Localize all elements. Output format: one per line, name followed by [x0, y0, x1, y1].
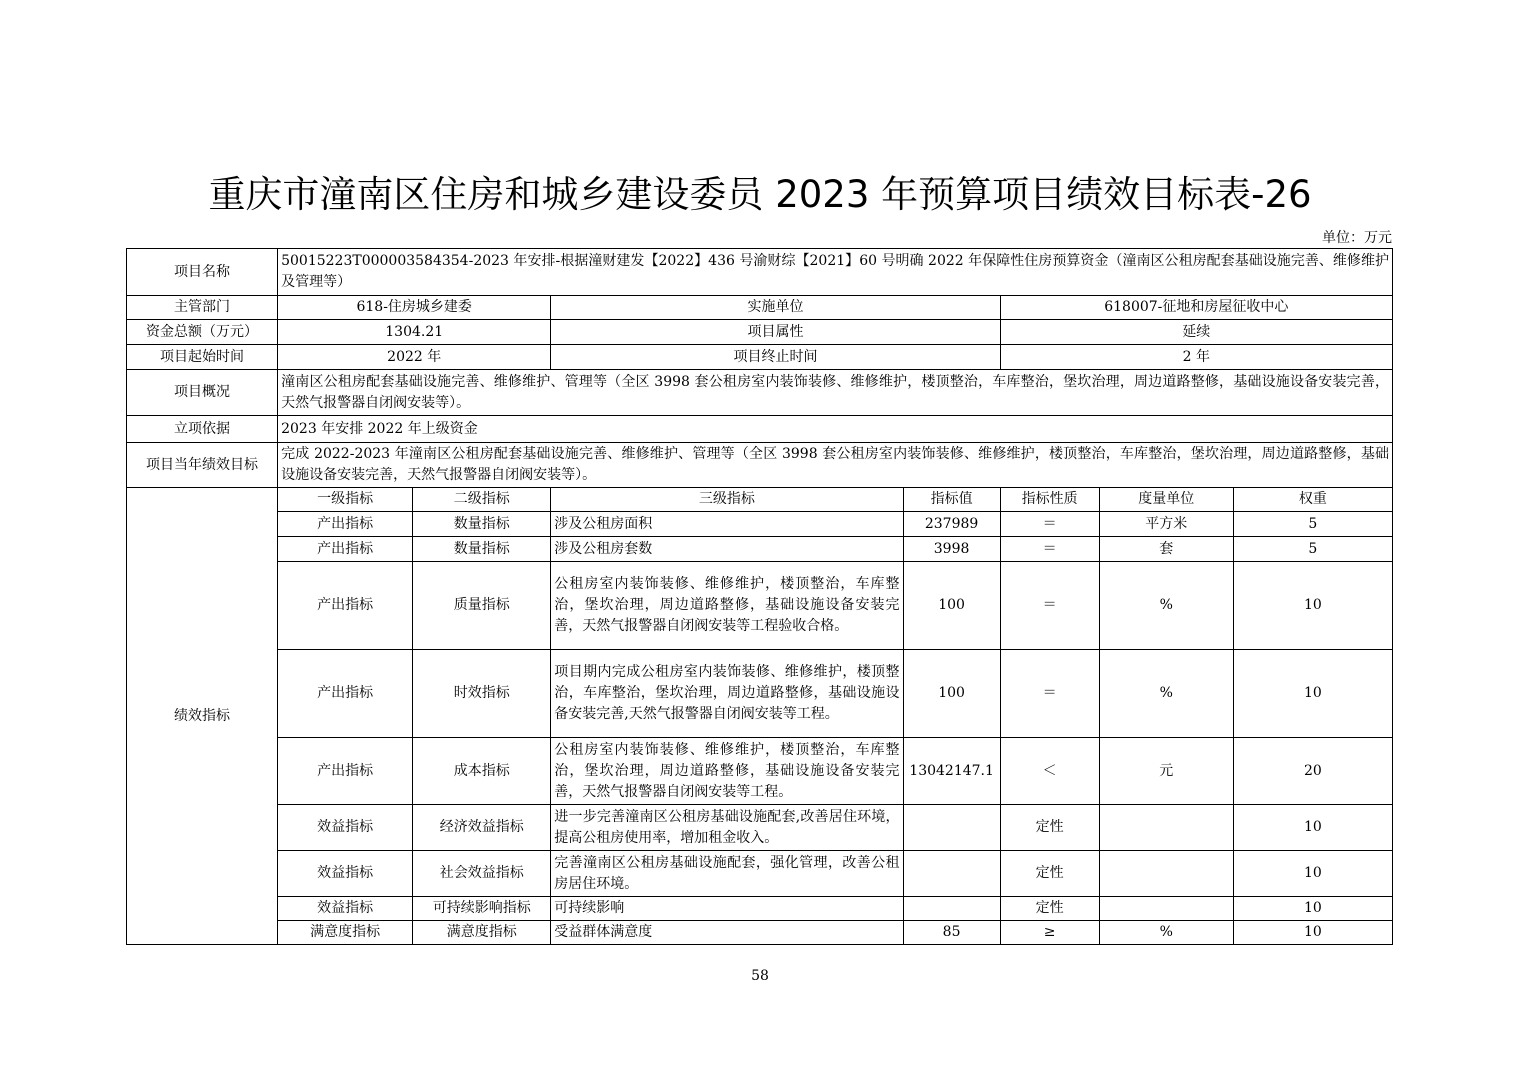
project-name-value: 50015223T000003584354-2023 年安排-根据潼财建发【2022】436 号渝财综【2021】60 号明确 2022 年保障性住房预算资金（潼南区公租房配套基础设施完善、维修维护及管理等） — [278, 249, 1393, 296]
table-row — [127, 805, 1393, 851]
level3-cell: 可持续影响 — [551, 897, 903, 921]
value-cell: 100 — [903, 650, 1000, 738]
perf-header-cell: 指标值 — [903, 488, 1000, 512]
table-row — [127, 512, 1393, 537]
weight-cell: 5 — [1233, 537, 1392, 562]
weight-cell: 10 — [1233, 650, 1392, 738]
value-cell — [903, 851, 1000, 897]
level2-cell: 可持续影响指标 — [413, 897, 551, 921]
unit-cell — [1099, 851, 1233, 897]
level2-cell: 数量指标 — [413, 512, 551, 537]
perf-label: 绩效指标 — [127, 488, 278, 945]
level2-cell: 数量指标 — [413, 537, 551, 562]
level3-cell: 项目期内完成公租房室内装饰装修、维修维护，楼顶整治，车库整治，堡坎治理，周边道路整修，基础设施设备安装完善,天然气报警器自闭阀安装等工程。 — [551, 650, 903, 738]
weight-cell: 10 — [1233, 851, 1392, 897]
value-cell: 13042147.1 — [903, 738, 1000, 805]
level3-cell: 完善潼南区公租房基础设施配套，强化管理，改善公租房居住环境。 — [551, 851, 903, 897]
weight-cell: 10 — [1233, 897, 1392, 921]
unit-cell: % — [1099, 562, 1233, 650]
value-cell — [903, 805, 1000, 851]
unit-cell: 套 — [1099, 537, 1233, 562]
nature-cell: 定性 — [1000, 851, 1099, 897]
weight-cell: 20 — [1233, 738, 1392, 805]
level2-cell: 质量指标 — [413, 562, 551, 650]
level3-cell: 涉及公租房面积 — [551, 512, 903, 537]
basis-label: 立项依据 — [127, 416, 278, 443]
level3-cell: 公租房室内装饰装修、维修维护，楼顶整治，车库整治，堡坎治理，周边道路整修，基础设施设备安装完善，天然气报警器自闭阀安装等工程验收合格。 — [551, 562, 903, 650]
unit-cell: % — [1099, 921, 1233, 945]
basis-row — [127, 416, 1393, 443]
value-cell: 237989 — [903, 512, 1000, 537]
table-row — [127, 851, 1393, 897]
nature-cell: ＝ — [1000, 650, 1099, 738]
level3-cell: 涉及公租房套数 — [551, 537, 903, 562]
perf-header-cell: 三级指标 — [551, 488, 903, 512]
perf-header-cell: 权重 — [1233, 488, 1392, 512]
level2-cell: 经济效益指标 — [413, 805, 551, 851]
level3-cell: 受益群体满意度 — [551, 921, 903, 945]
goal-row — [127, 443, 1393, 488]
unit-cell: 平方米 — [1099, 512, 1233, 537]
end-label: 项目终止时间 — [551, 345, 1000, 370]
nature-cell: 定性 — [1000, 805, 1099, 851]
attr-value: 延续 — [1000, 320, 1392, 345]
table-row — [127, 738, 1393, 805]
level3-cell: 进一步完善潼南区公租房基础设施配套,改善居住环境，提高公租房使用率，增加租金收入。 — [551, 805, 903, 851]
unit-label: 单位：万元 — [1322, 230, 1392, 246]
end-value: 2 年 — [1000, 345, 1392, 370]
unit-cell — [1099, 805, 1233, 851]
basis-value: 2023 年安排 2022 年上级资金 — [278, 416, 1393, 443]
dept-label: 主管部门 — [127, 296, 278, 320]
table-row — [127, 897, 1393, 921]
perf-header-row — [127, 488, 1393, 512]
weight-cell: 10 — [1233, 805, 1392, 851]
table-row — [127, 537, 1393, 562]
value-cell: 100 — [903, 562, 1000, 650]
goal-value: 完成 2022-2023 年潼南区公租房配套基础设施完善、维修维护、管理等（全区 3998 套公租房室内装饰装修、维修维护，楼顶整治，车库整治，堡坎治理，周边道路整修，基础设施设备安装完善，天然气报警器自闭阀安装等）。 — [278, 443, 1393, 488]
nature-cell: ＝ — [1000, 537, 1099, 562]
weight-cell: 5 — [1233, 512, 1392, 537]
table-row — [127, 921, 1393, 945]
perf-header-cell: 度量单位 — [1099, 488, 1233, 512]
level3-cell: 公租房室内装饰装修、维修维护，楼顶整治，车库整治，堡坎治理，周边道路整修，基础设施设备安装完善，天然气报警器自闭阀安装等工程。 — [551, 738, 903, 805]
table-row — [127, 650, 1393, 738]
level1-cell: 产出指标 — [278, 738, 413, 805]
unit-cell: 元 — [1099, 738, 1233, 805]
level1-cell: 满意度指标 — [278, 921, 413, 945]
page-title: 重庆市潼南区住房和城乡建设委员 2023 年预算项目绩效目标表-26 — [208, 173, 1312, 216]
unit-cell: % — [1099, 650, 1233, 738]
table-row — [127, 562, 1393, 650]
perf-header-cell: 一级指标 — [278, 488, 413, 512]
level1-cell: 效益指标 — [278, 851, 413, 897]
overview-label: 项目概况 — [127, 370, 278, 416]
attr-label: 项目属性 — [551, 320, 1000, 345]
value-cell: 3998 — [903, 537, 1000, 562]
level2-cell: 成本指标 — [413, 738, 551, 805]
project-name-row — [127, 249, 1393, 296]
level2-cell: 时效指标 — [413, 650, 551, 738]
goal-label: 项目当年绩效目标 — [127, 443, 278, 488]
value-cell — [903, 897, 1000, 921]
nature-cell: ＜ — [1000, 738, 1099, 805]
nature-cell: 定性 — [1000, 897, 1099, 921]
nature-cell: ＝ — [1000, 562, 1099, 650]
dept-value: 618-住房城乡建委 — [278, 296, 551, 320]
overview-row — [127, 370, 1393, 416]
impl-label: 实施单位 — [551, 296, 1000, 320]
fund-label: 资金总额（万元） — [127, 320, 278, 345]
level1-cell: 效益指标 — [278, 897, 413, 921]
perf-header-cell: 指标性质 — [1000, 488, 1099, 512]
impl-value: 618007-征地和房屋征收中心 — [1000, 296, 1392, 320]
level1-cell: 产出指标 — [278, 537, 413, 562]
unit-cell — [1099, 897, 1233, 921]
time-row — [127, 345, 1393, 370]
start-value: 2022 年 — [278, 345, 551, 370]
level1-cell: 产出指标 — [278, 562, 413, 650]
start-label: 项目起始时间 — [127, 345, 278, 370]
overview-value: 潼南区公租房配套基础设施完善、维修维护、管理等（全区 3998 套公租房室内装饰装修、维修维护，楼顶整治，车库整治，堡坎治理，周边道路整修，基础设施设备安装完善，天然气报警器自闭阀安装等）。 — [278, 370, 1393, 416]
project-name-label: 项目名称 — [127, 249, 278, 296]
page-number: 58 — [751, 968, 769, 984]
level2-cell: 满意度指标 — [413, 921, 551, 945]
value-cell: 85 — [903, 921, 1000, 945]
fund-value: 1304.21 — [278, 320, 551, 345]
perf-header-cell: 二级指标 — [413, 488, 551, 512]
dept-row — [127, 296, 1393, 320]
performance-target-table — [126, 248, 1393, 945]
fund-row — [127, 320, 1393, 345]
weight-cell: 10 — [1233, 921, 1392, 945]
level1-cell: 产出指标 — [278, 650, 413, 738]
level2-cell: 社会效益指标 — [413, 851, 551, 897]
level1-cell: 效益指标 — [278, 805, 413, 851]
level1-cell: 产出指标 — [278, 512, 413, 537]
nature-cell: ＝ — [1000, 512, 1099, 537]
weight-cell: 10 — [1233, 562, 1392, 650]
nature-cell: ≥ — [1000, 921, 1099, 945]
